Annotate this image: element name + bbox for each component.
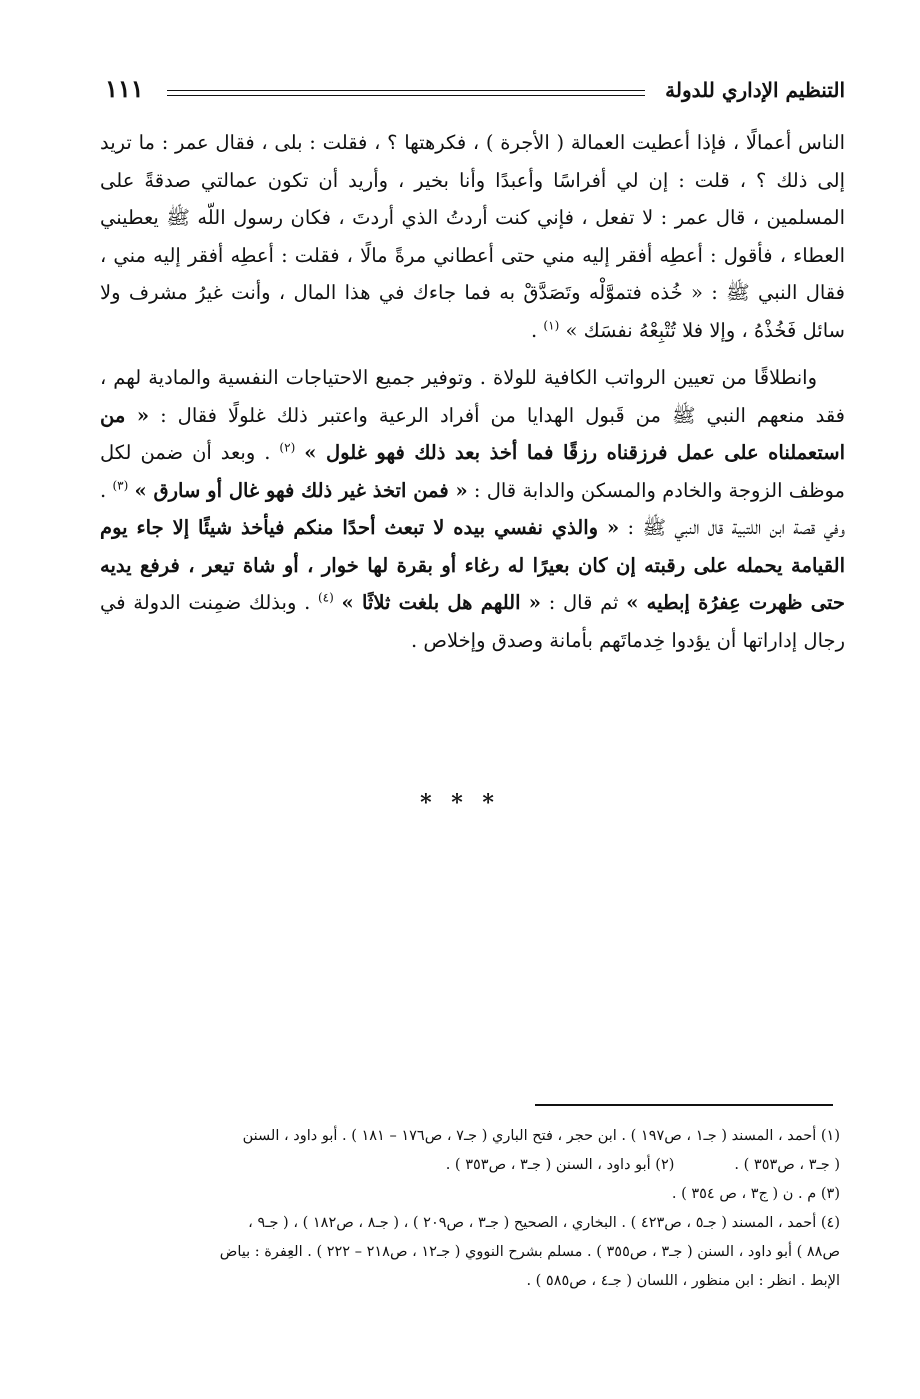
page-number: ١١١ bbox=[105, 74, 144, 103]
footnote-4-line-2: ص٨٨ ) أبو داود ، السنن ( جـ٣ ، ص٣٥٥ ) . مسلم بشرح النووي ( جـ١٢ ، ص٢١٨ – ٢٢٢ ) . العِفرة : بياض bbox=[219, 1244, 840, 1260]
footnote-1-line-2: ( جـ٣ ، ص٣٥٣ ) . bbox=[734, 1157, 840, 1173]
header-title: التنظيم الإداري للدولة bbox=[665, 78, 845, 102]
footnote-ref-1: (١) bbox=[543, 318, 560, 332]
footnote-ref-4: (٤) bbox=[317, 590, 334, 605]
header-double-rule bbox=[167, 90, 645, 96]
paragraph-2-text-b: . وبعد أن ضمن لكل موظف الزوجة والخادم والمسكن والدابة قال : bbox=[100, 441, 845, 502]
footnote-ref-3: (٣) bbox=[112, 478, 129, 492]
paragraph-2-text-c: . وفي قصة ابن اللتبية قال النبي ﷺ : bbox=[100, 478, 845, 539]
hadith-quote-1: « من استعملناه على عمل فرزقناه رزقًا فما أخذ بعد ذلك فهو غلول » bbox=[100, 403, 845, 464]
footnote-4-line-3: الإبط . انظر : ابن منظور ، اللسان ( جـ٤ ، ص٥٨٥ ) . bbox=[526, 1273, 840, 1289]
footnote-row-2 bbox=[80, 1151, 840, 1180]
paragraph-2-text-d: ثم قال : bbox=[541, 591, 627, 614]
footnote-2: (٢) أبو داود ، السنن ( جـ٣ ، ص٣٥٣ ) . bbox=[445, 1157, 675, 1173]
hadith-quote-4: « اللهم هل بلغت ثلاثًا » bbox=[341, 591, 541, 614]
footnote-4-line-1: (٤) أحمد ، المسند ( جـ٥ ، ص٤٢٣ ) . البخاري ، الصحيح ( جـ٣ ، ص٢٠٩ ) ، ( جـ٨ ، ص١٨٢ ) ، ( جـ٩ ، bbox=[248, 1215, 840, 1231]
paragraph-2-text-a: وانطلاقًا من تعيين الرواتب الكافية للولاة . وتوفير جميع الاحتياجات النفسية والمادية لهم ، فقد منعهم النبي ﷺ من قَبول الهدايا من أفراد الرعية واعتبر ذلك غلولًا فقال : bbox=[100, 366, 845, 427]
running-header bbox=[105, 72, 845, 112]
paragraph-1 bbox=[100, 124, 845, 349]
paragraph-2 bbox=[100, 359, 845, 659]
main-text bbox=[100, 124, 845, 659]
section-separator: * * * bbox=[420, 790, 500, 816]
paragraph-1-end: . bbox=[531, 318, 544, 342]
paragraph-2-text-e: . وبذلك ضمِنت الدولة في رجال إداراتها أن يؤدوا خِدماتَهم بأمانة وصدق وإخلاص . bbox=[100, 591, 845, 652]
footnotes bbox=[80, 1122, 840, 1296]
footnote-rule bbox=[535, 1104, 833, 1106]
paragraph-1-text: الناس أعمالًا ، فإذا أعطيت العمالة ( الأجرة ) ، فكرهتها ؟ ، فقلت : بلى ، فقال عمر : ما تريد إلى ذلك ؟ ، قلت : إن لي أفراسًا وأعبدًا وأنا بخير ، وأريد أن تكون عمالتي صدقةً على المسلمين ، قال عمر : لا تفعل ، فإني كنت أردتُ الذي أردتَ ، فكان رسول اللّه ﷺ يعطيني العطاء ، فأقول : أعطِه أفقر إليه مني حتى أعطاني مرةً مالًا ، فقلت : أعطِه أفقر إليه مني ، فقال النبي ﷺ : « خُذه فتموَّلْه وتَصَدَّقْ به فما جاءك في هذا المال ، وأنت غيرُ مشرف ولا سائل فَخُذْهُ ، وإلا فلا تُتْبِعْهُ نفسَك » bbox=[100, 131, 845, 342]
hadith-quote-2: « فمن اتخذ غير ذلك فهو غال أو سارق » bbox=[134, 478, 468, 502]
footnote-1-line-1: (١) أحمد ، المسند ( جـ١ ، ص١٩٧ ) . ابن حجر ، فتح الباري ( جـ٧ ، ص١٧٦ – ١٨١ ) . أبو داود ، السنن bbox=[242, 1128, 840, 1144]
footnote-ref-2: (٢) bbox=[279, 440, 296, 455]
footnote-3: (٣) م . ن ( ج٣ ، ص ٣٥٤ ) . bbox=[671, 1186, 840, 1202]
hadith-quote-3: « والذي نفسي بيده لا تبعث أحدًا منكم فيأخذ شيئًا إلا جاء يوم القيامة يحمله على رقبته إن كان بعيرًا له رغاء أو بقرة لها خوار ، أو شاة تيعر ، فرفع يديه حتى ظهرت عِفرُة إبطيه » bbox=[100, 516, 845, 614]
